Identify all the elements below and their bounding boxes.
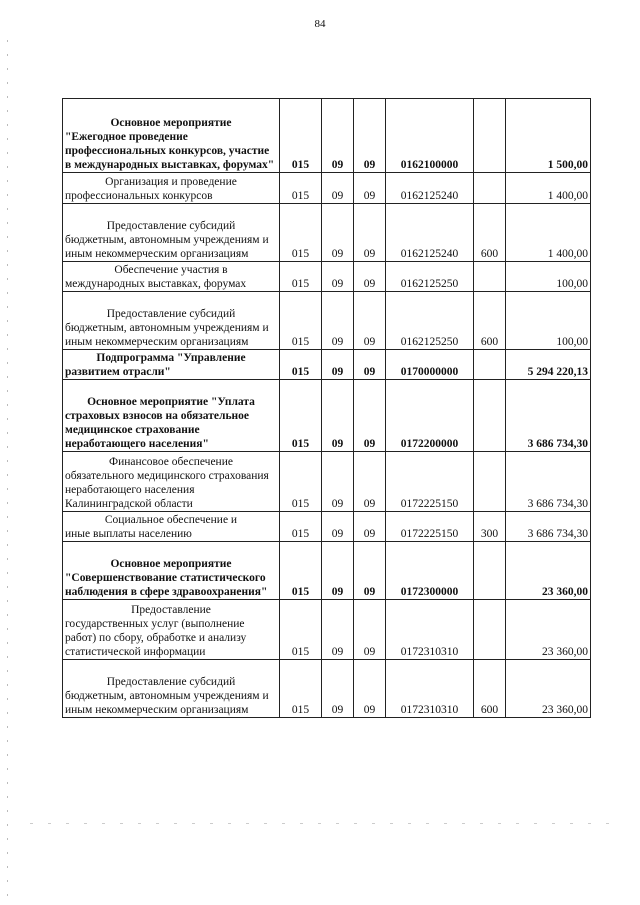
table-row [63,173,591,204]
cell-rz: 09 [322,380,354,452]
cell-grbs: 015 [280,350,322,380]
cell-grbs: 015 [280,173,322,204]
cell-rz: 09 [322,173,354,204]
row-name: Основное мероприятие "Уплата страховых взносов на обязательное медицинское страхование неработающего населения" [63,380,280,452]
scan-artifact-bottom [30,823,610,824]
cell-sum: 5 294 220,13 [506,350,591,380]
cell-sum: 3 686 734,30 [506,380,591,452]
cell-pr: 09 [354,512,386,542]
cell-csr: 0172310310 [386,660,474,718]
cell-rz: 09 [322,660,354,718]
cell-sum: 100,00 [506,262,591,292]
row-name: Основное мероприятие "Совершенствование статистического наблюдения в сфере здравоохранения" [63,542,280,600]
cell-vr: 300 [474,512,506,542]
table-row [63,204,591,262]
row-name: Финансовое обеспечение обязательного медицинского страхования неработающего населения Калининградской области [63,452,280,512]
table-row [63,380,591,452]
cell-csr: 0162125250 [386,292,474,350]
table-row [63,542,591,600]
scan-artifact-left [7,40,8,900]
cell-sum: 1 400,00 [506,204,591,262]
cell-grbs: 015 [280,204,322,262]
cell-vr [474,600,506,660]
cell-grbs: 015 [280,380,322,452]
cell-pr: 09 [354,542,386,600]
cell-rz: 09 [322,512,354,542]
cell-rz: 09 [322,452,354,512]
cell-csr: 0172310310 [386,600,474,660]
cell-csr: 0172225150 [386,452,474,512]
cell-sum: 3 686 734,30 [506,452,591,512]
row-name: Предоставление государственных услуг (выполнение работ) по сбору, обработке и анализу статистической информации [63,600,280,660]
cell-pr: 09 [354,99,386,173]
cell-vr [474,262,506,292]
cell-rz: 09 [322,600,354,660]
row-name: Основное мероприятие "Ежегодное проведение профессиональных конкурсов, участие в международных выставках, форумах" [63,99,280,173]
cell-pr: 09 [354,380,386,452]
cell-grbs: 015 [280,600,322,660]
cell-pr: 09 [354,350,386,380]
table-row [63,350,591,380]
table-row [63,600,591,660]
cell-grbs: 015 [280,292,322,350]
cell-vr [474,380,506,452]
cell-sum: 23 360,00 [506,660,591,718]
row-name: Подпрограмма "Управление развитием отрасли" [63,350,280,380]
cell-sum: 23 360,00 [506,542,591,600]
cell-rz: 09 [322,262,354,292]
cell-pr: 09 [354,600,386,660]
cell-grbs: 015 [280,262,322,292]
cell-rz: 09 [322,542,354,600]
cell-rz: 09 [322,292,354,350]
cell-csr: 0172200000 [386,380,474,452]
cell-sum: 1 500,00 [506,99,591,173]
cell-pr: 09 [354,452,386,512]
cell-sum: 1 400,00 [506,173,591,204]
row-name: Предоставление субсидий бюджетным, автономным учреждениям и иным некоммерческим организациям [63,660,280,718]
cell-vr [474,99,506,173]
cell-vr [474,350,506,380]
cell-csr: 0162100000 [386,99,474,173]
cell-grbs: 015 [280,99,322,173]
cell-csr: 0170000000 [386,350,474,380]
table-row [63,512,591,542]
cell-vr [474,452,506,512]
row-name: Предоставление субсидий бюджетным, автономным учреждениям и иным некоммерческим организациям [63,292,280,350]
cell-vr [474,542,506,600]
cell-pr: 09 [354,660,386,718]
cell-grbs: 015 [280,452,322,512]
cell-csr: 0162125240 [386,173,474,204]
cell-pr: 09 [354,204,386,262]
cell-grbs: 015 [280,512,322,542]
cell-vr: 600 [474,204,506,262]
cell-csr: 0162125240 [386,204,474,262]
cell-csr: 0172300000 [386,542,474,600]
cell-csr: 0172225150 [386,512,474,542]
cell-sum: 100,00 [506,292,591,350]
cell-pr: 09 [354,173,386,204]
cell-vr [474,173,506,204]
cell-csr: 0162125250 [386,262,474,292]
table-row [63,660,591,718]
cell-pr: 09 [354,292,386,350]
budget-table [62,98,591,718]
cell-rz: 09 [322,99,354,173]
cell-rz: 09 [322,204,354,262]
cell-rz: 09 [322,350,354,380]
page-number: 84 [314,18,326,30]
cell-grbs: 015 [280,542,322,600]
cell-vr: 600 [474,660,506,718]
table-row [63,292,591,350]
row-name: Организация и проведение профессиональных конкурсов [63,173,280,204]
cell-sum: 23 360,00 [506,600,591,660]
cell-sum: 3 686 734,30 [506,512,591,542]
row-name: Обеспечение участия в международных выставках, форумах [63,262,280,292]
row-name: Предоставление субсидий бюджетным, автономным учреждениям и иным некоммерческим организациям [63,204,280,262]
table-row [63,99,591,173]
table-row [63,452,591,512]
cell-pr: 09 [354,262,386,292]
cell-grbs: 015 [280,660,322,718]
table-row [63,262,591,292]
cell-vr: 600 [474,292,506,350]
row-name: Социальное обеспечение и иные выплаты населению [63,512,280,542]
